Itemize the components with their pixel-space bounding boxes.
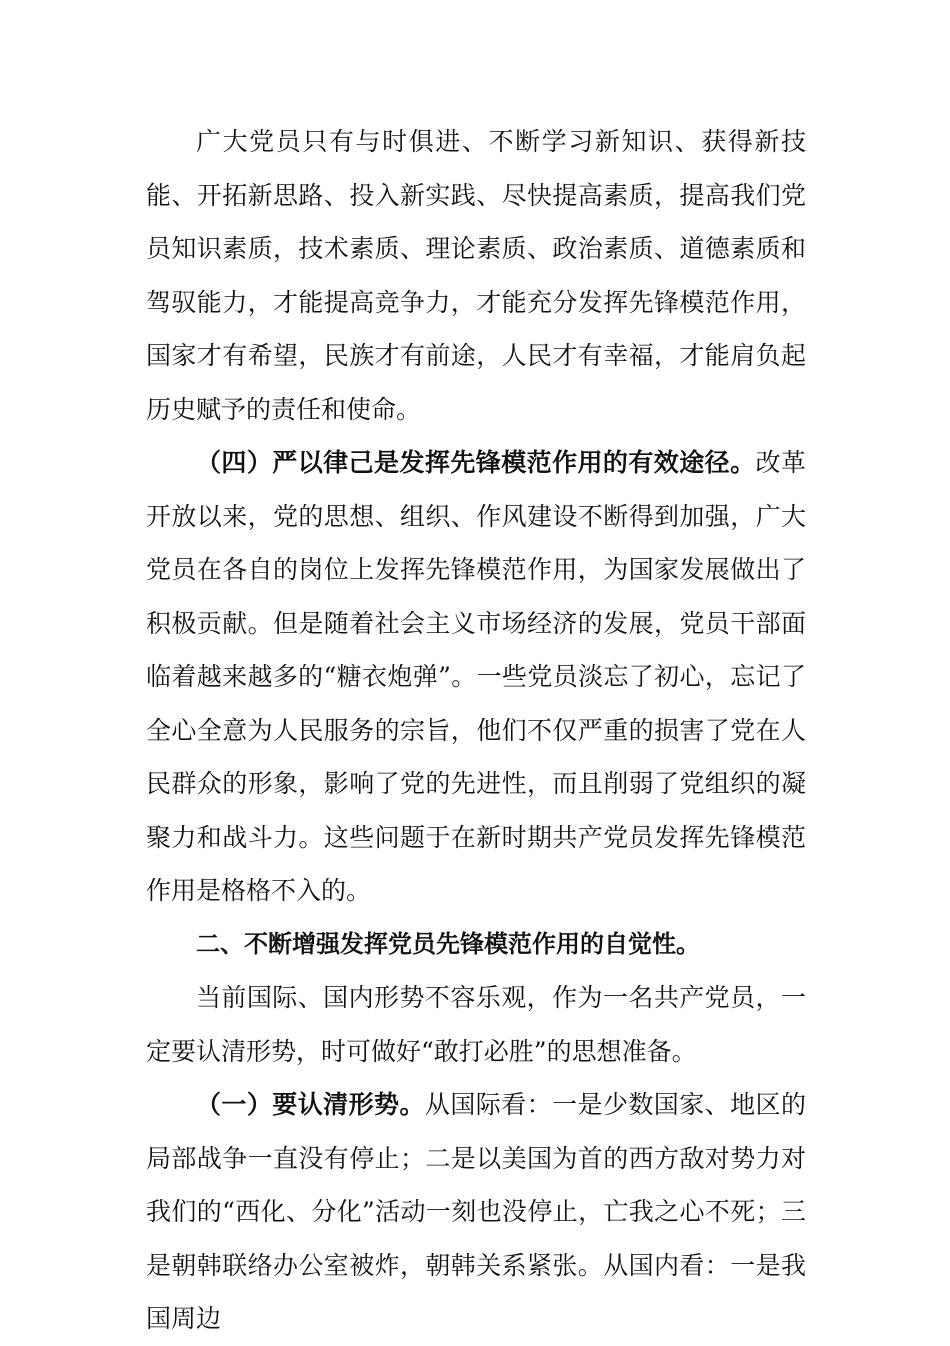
document-body (146, 115, 806, 1346)
paragraph-2 (146, 436, 806, 918)
section-heading-2: 二、不断增强发挥党员先锋模范作用的自觉性。 (196, 929, 700, 958)
paragraph-2-text: 改革开放以来，党的思想、组织、作风建设不断得到加强，广大党员在各自的岗位上发挥先锋模范作用，为国家发展做出了积极贡献。但是随着社会主义市场经济的发展，党员干部面临着越来越多的“糖衣炮弹”。一些党员淡忘了初心，忘记了全心全意为人民服务的宗旨，他们不仅严重的损害了党在人民群众的形象，影响了党的先进性，而且削弱了党组织的凝聚力和战斗力。这些问题于在新时期共产党员发挥先锋模范作用是格格不入的。 (146, 448, 806, 905)
paragraph-3: 当前国际、国内形势不容乐观，作为一名共产党员，一定要认清形势，时可做好“敢打必胜”的思想准备。 (146, 983, 806, 1066)
paragraph-2-heading: （四）严以律己是发挥先锋模范作用的有效途径。 (196, 448, 756, 477)
paragraph-4-text: 从国际看：一是少数国家、地区的局部战争一直没有停止；二是以美国为首的西方敌对势力对我们的“西化、分化”活动一刻也没停止，亡我之心不死；三是朝韩联络办公室被炸，朝韩关系紧张。从国内看：一是我国周边 (146, 1090, 806, 1333)
paragraph-4 (146, 1078, 806, 1346)
paragraph-1: 广大党员只有与时俱进、不断学习新知识、获得新技能、开拓新思路、投入新实践、尽快提高素质，提高我们党员知识素质，技术素质、理论素质、政治素质、道德素质和驾驭能力，才能提高竞争力，才能充分发挥先锋模范作用，国家才有希望，民族才有前途，人民才有幸福，才能肩负起历史赋予的责任和使命。 (146, 127, 806, 424)
paragraph-4-heading: （一）要认清形势。 (196, 1090, 425, 1119)
